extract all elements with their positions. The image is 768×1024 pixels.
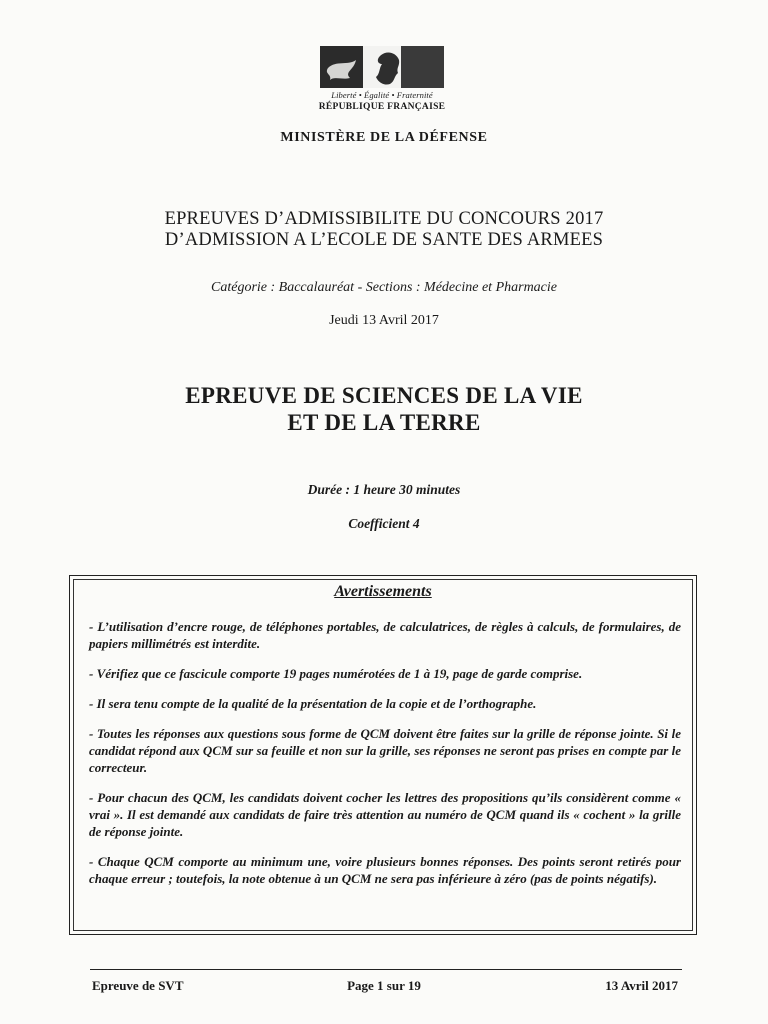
- exam-coefficient: Coefficient 4: [348, 516, 420, 531]
- footer-date: 13 Avril 2017: [605, 978, 678, 993]
- exam-title: [0, 209, 768, 251]
- exam-title-line-2: D’ADMISSION A L’ECOLE DE SANTE DES ARMEES: [164, 230, 604, 250]
- warning-item: - L’utilisation d’encre rouge, de téléphones portables, de calculatrices, de règles à calculs, de formulaires, de papiers millimétrés est interdite.: [89, 619, 681, 651]
- exam-date: Jeudi 13 Avril 2017: [329, 313, 439, 328]
- exam-duration: Durée : 1 heure 30 minutes: [307, 482, 461, 497]
- footer-subject: Epreuve de SVT: [92, 978, 184, 993]
- warning-item: - Vérifiez que ce fascicule comporte 19 pages numérotées de 1 à 19, page de garde comprise.: [89, 666, 583, 681]
- footer-divider: [90, 969, 682, 970]
- logo-motto: Liberté • Égalité • Fraternité: [331, 90, 433, 100]
- warnings-box: [69, 575, 697, 935]
- marianne-logo-icon: [320, 46, 444, 88]
- subject-title-line-2: ET DE LA TERRE: [287, 410, 481, 435]
- warning-item: - Chaque QCM comporte au minimum une, voire plusieurs bonnes réponses. Des points seront retirés pour chaque erreur ; toutefois, la note obtenue à un QCM ne sera pas inférieure à zéro (pas de points négatifs).: [89, 854, 681, 886]
- ministry-name: MINISTÈRE DE LA DÉFENSE: [280, 130, 488, 145]
- warnings-title: Avertissements: [334, 583, 432, 600]
- subject-title-line-1: EPREUVE DE SCIENCES DE LA VIE: [185, 383, 583, 408]
- warning-item: - Il sera tenu compte de la qualité de la présentation de la copie et de l’orthographe.: [89, 696, 537, 711]
- logo-republic-label: RÉPUBLIQUE FRANÇAISE: [318, 102, 446, 112]
- exam-category: Catégorie : Baccalauréat - Sections : Médecine et Pharmacie: [211, 280, 557, 295]
- warning-item: - Toutes les réponses aux questions sous forme de QCM doivent être faites sur la grille de réponse jointe. Si le candidat répond aux QCM sur sa feuille et non sur la grille, ses réponses ne seront pas prises en compte par le correcteur.: [89, 726, 681, 775]
- subject-title: [0, 382, 768, 436]
- warnings-list: [89, 618, 681, 900]
- exam-title-line-1: EPREUVES D’ADMISSIBILITE DU CONCOURS 2017: [164, 209, 604, 229]
- warning-item: - Pour chacun des QCM, les candidats doivent cocher les lettres des propositions qu’ils considèrent comme « vrai ». Il est demandé aux candidats de faire très attention au numéro de QCM quand ils « cochent » la grille de réponse jointe.: [89, 790, 681, 839]
- footer-page-number: Page 1 sur 19: [347, 978, 421, 993]
